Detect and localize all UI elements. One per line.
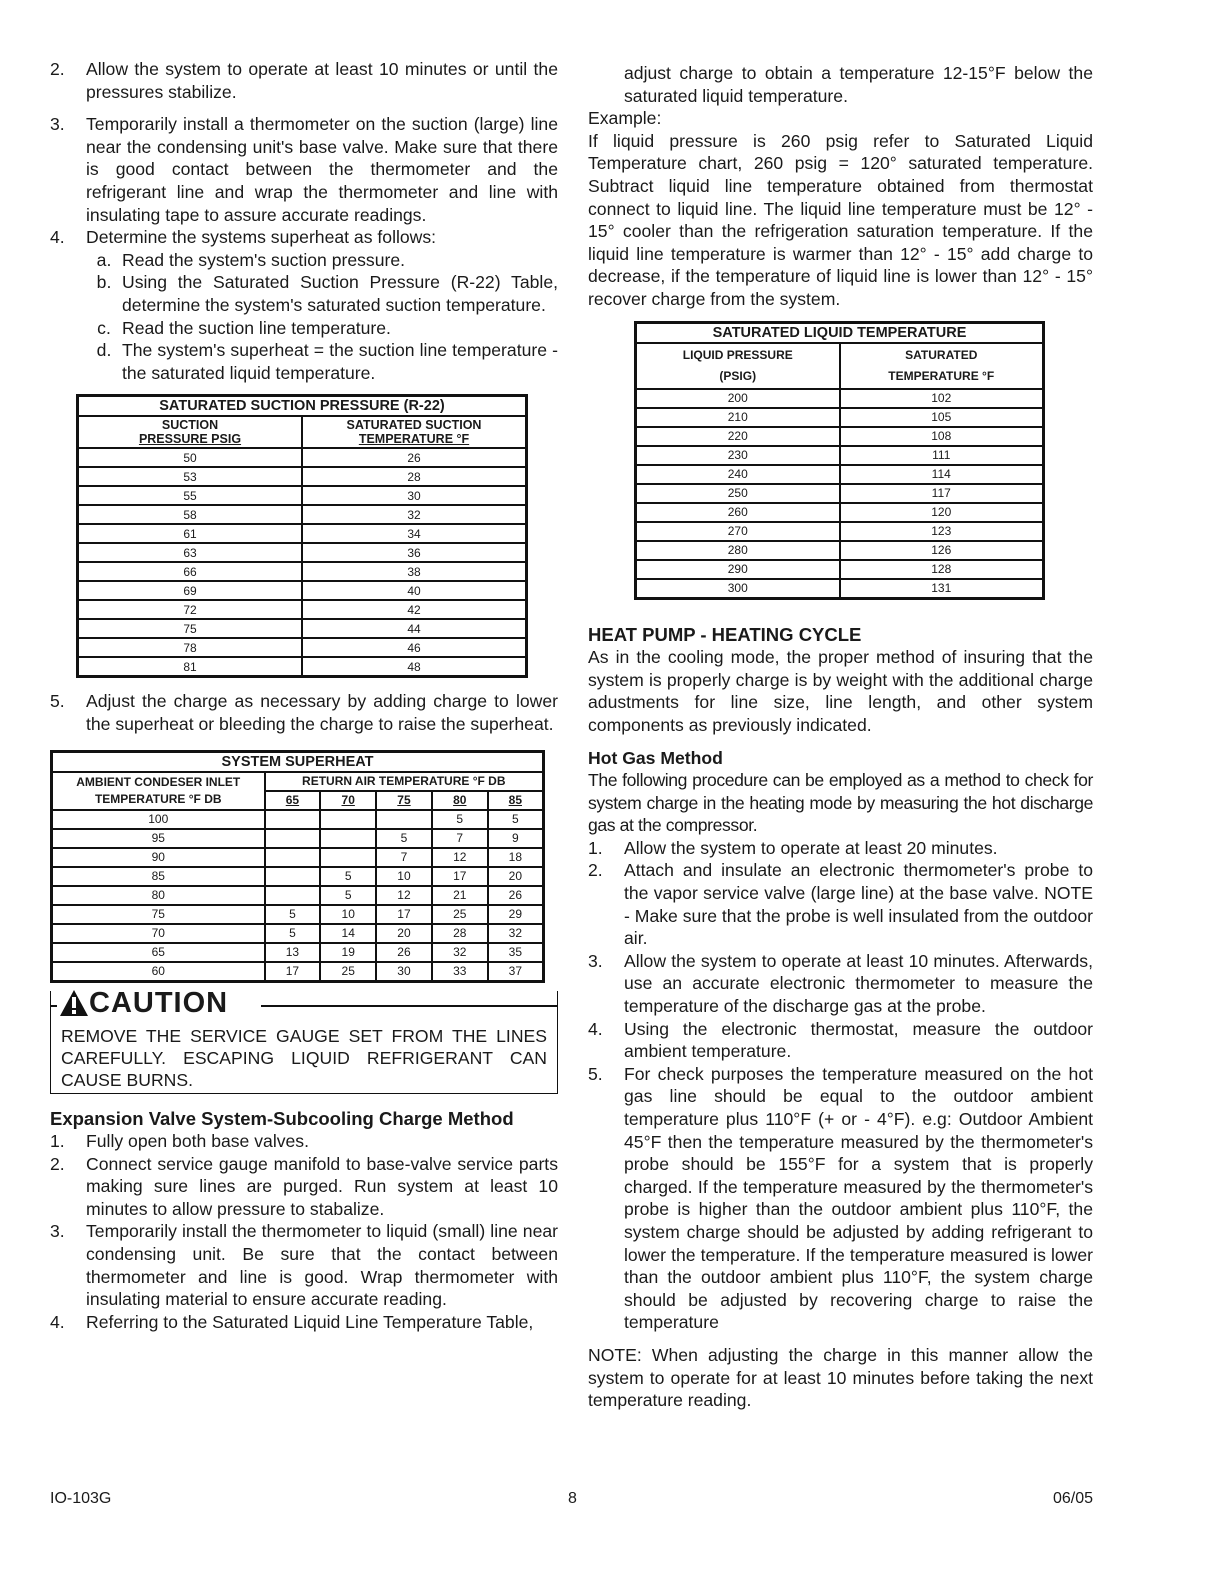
column-header: 75 bbox=[376, 791, 432, 810]
table-cell bbox=[265, 886, 321, 905]
table-cell: 75 bbox=[78, 619, 303, 638]
step-number: 2. bbox=[50, 59, 65, 79]
page-number: 8 bbox=[568, 1490, 577, 1507]
table-row bbox=[78, 524, 527, 543]
table-title: SATURATED LIQUID TEMPERATURE bbox=[636, 322, 1044, 343]
step-number: 4. bbox=[588, 1018, 603, 1039]
table-cell: 66 bbox=[78, 562, 303, 581]
table-cell: 95 bbox=[52, 829, 265, 848]
example-label: Example: bbox=[588, 108, 662, 129]
table-cell: 90 bbox=[52, 848, 265, 867]
table-cell: 105 bbox=[840, 408, 1044, 427]
column-group-header: RETURN AIR TEMPERATURE °F DB bbox=[265, 772, 544, 791]
table-row bbox=[78, 505, 527, 524]
substep-text: The system's superheat = the suction line temperature - the saturated liquid temperature. bbox=[122, 340, 558, 383]
column-header: AMBIENT CONDESER INLET TEMPERATURE °F DB bbox=[52, 772, 265, 810]
table-cell: 25 bbox=[320, 962, 376, 982]
table-cell: 78 bbox=[78, 638, 303, 657]
table-cell: 32 bbox=[432, 943, 488, 962]
table-row bbox=[52, 848, 544, 867]
table-row bbox=[78, 657, 527, 677]
table-cell: 9 bbox=[488, 829, 544, 848]
step-text: For check purposes the temperature measured on the hot gas line should be equal to the outdoor ambient temperature plus 110°F (+ or - 4°F). e.g: Outdoor Ambient 45°F then the temperature measured by the thermometer's probe should be 155°F for a system that is properly charged. If the temperature measured by the thermometer's probe is higher than the outdoor ambient plus 110°F, the system charge should be adjusted by adding refrigerant to lower the temperature. If the temperature measured is lower than the outdoor ambient plus 110°F, the system charge should be adjusted by recovering charge to raise the temperature bbox=[624, 1063, 1093, 1333]
substep-letter: b. bbox=[96, 272, 112, 293]
table-row bbox=[52, 810, 544, 829]
table-row bbox=[52, 829, 544, 848]
expansion-step-3 bbox=[50, 1220, 558, 1310]
step-5 bbox=[50, 690, 558, 735]
table-cell: 7 bbox=[376, 848, 432, 867]
expansion-step-1 bbox=[50, 1130, 558, 1153]
table-cell: 42 bbox=[302, 600, 527, 619]
table-cell: 131 bbox=[840, 579, 1044, 599]
table-cell: 12 bbox=[376, 886, 432, 905]
table-cell: 32 bbox=[302, 505, 527, 524]
table-cell: 5 bbox=[376, 829, 432, 848]
table-cell: 81 bbox=[78, 657, 303, 677]
step-text: Referring to the Saturated Liquid Line Temperature Table, bbox=[86, 1311, 534, 1332]
table-row bbox=[78, 543, 527, 562]
table-cell: 100 bbox=[52, 810, 265, 829]
step-4 bbox=[50, 226, 558, 249]
step-number: 4. bbox=[50, 227, 65, 248]
hot-gas-intro: The following procedure can be employed as a method to check for system charge in the heating mode by measuring the hot discharge gas at the compressor. bbox=[588, 770, 1093, 836]
table-cell: 114 bbox=[840, 465, 1044, 484]
table-cell: 5 bbox=[265, 905, 321, 924]
table-cell: 46 bbox=[302, 638, 527, 657]
table-cell: 26 bbox=[302, 448, 527, 467]
table-cell: 44 bbox=[302, 619, 527, 638]
table-cell: 48 bbox=[302, 657, 527, 677]
table-cell: 13 bbox=[265, 943, 321, 962]
hot-gas-heading: Hot Gas Method bbox=[588, 747, 723, 768]
hot-gas-step-3 bbox=[588, 950, 1093, 1018]
expansion-valve-heading: Expansion Valve System-Subcooling Charge Method bbox=[50, 1107, 514, 1129]
step-number: 3. bbox=[50, 1221, 65, 1242]
table-cell: 21 bbox=[432, 886, 488, 905]
table-row bbox=[78, 448, 527, 467]
column-header: 85 bbox=[488, 791, 544, 810]
column-header: SATURATED TEMPERATURE °F bbox=[840, 343, 1044, 389]
saturated-liquid-temperature-table bbox=[634, 321, 1045, 600]
saturated-suction-pressure-table bbox=[76, 394, 528, 678]
table-row bbox=[78, 486, 527, 505]
substep-letter: d. bbox=[96, 340, 112, 361]
step-text: Using the electronic thermostat, measure the outdoor ambient temperature. bbox=[624, 1018, 1093, 1062]
table-row bbox=[636, 560, 1044, 579]
table-cell: 29 bbox=[488, 905, 544, 924]
table-row bbox=[52, 962, 544, 982]
table-cell: 210 bbox=[636, 408, 840, 427]
hot-gas-step-1 bbox=[588, 837, 1093, 860]
table-cell: 240 bbox=[636, 465, 840, 484]
table-cell: 36 bbox=[302, 543, 527, 562]
table-cell bbox=[376, 810, 432, 829]
table-cell: 102 bbox=[840, 389, 1044, 408]
table-cell: 28 bbox=[302, 467, 527, 486]
table-row bbox=[636, 408, 1044, 427]
column-header: 70 bbox=[320, 791, 376, 810]
table-row bbox=[636, 579, 1044, 599]
table-cell: 34 bbox=[302, 524, 527, 543]
table-cell: 270 bbox=[636, 522, 840, 541]
table-cell: 80 bbox=[52, 886, 265, 905]
table-cell bbox=[320, 810, 376, 829]
expansion-step-4-continued: adjust charge to obtain a temperature 12-15°F below the saturated liquid temperature. bbox=[624, 63, 1093, 106]
table-row bbox=[78, 467, 527, 486]
table-cell bbox=[265, 810, 321, 829]
table-row bbox=[636, 541, 1044, 560]
table-cell bbox=[265, 848, 321, 867]
note-text: NOTE: When adjusting the charge in this manner allow the system to operate for at least 10 minutes before taking the next temperature reading. bbox=[588, 1344, 1093, 1411]
table-cell: 72 bbox=[78, 600, 303, 619]
table-row bbox=[78, 581, 527, 600]
table-cell: 18 bbox=[488, 848, 544, 867]
table-cell: 26 bbox=[376, 943, 432, 962]
system-superheat-table bbox=[50, 750, 545, 983]
revision-date: 06/05 bbox=[1052, 1490, 1093, 1507]
column-header: SUCTION PRESSURE PSIG bbox=[78, 416, 303, 448]
table-cell: 17 bbox=[432, 867, 488, 886]
step-number: 2. bbox=[588, 860, 603, 881]
table-cell: 28 bbox=[432, 924, 488, 943]
column-header: 65 bbox=[265, 791, 321, 810]
step-number: 3. bbox=[588, 950, 603, 971]
column-header: LIQUID PRESSURE (PSIG) bbox=[636, 343, 840, 389]
step-4a bbox=[50, 249, 558, 272]
step-text: Allow the system to operate at least 20 minutes. bbox=[624, 837, 998, 858]
warning-triangle-icon bbox=[59, 989, 89, 1017]
table-cell bbox=[265, 829, 321, 848]
table-cell bbox=[320, 829, 376, 848]
table-cell: 17 bbox=[265, 962, 321, 982]
table-cell: 120 bbox=[840, 503, 1044, 522]
table-cell: 111 bbox=[840, 446, 1044, 465]
step-text: Allow the system to operate at least 10 minutes. Afterwards, use an accurate electronic thermometer to measure the temperature of the discharge gas at the probe. bbox=[624, 950, 1093, 1017]
step-number: 5. bbox=[588, 1063, 603, 1084]
table-row bbox=[636, 389, 1044, 408]
substep-text: Using the Saturated Suction Pressure (R-22) Table, determine the system's saturated suction temperature. bbox=[122, 272, 558, 315]
caution-box bbox=[50, 986, 558, 1094]
table-cell: 123 bbox=[840, 522, 1044, 541]
step-text: Attach and insulate an electronic thermometer's probe to the vapor service valve (large line) at the base valve. NOTE - Make sure that the probe is well insulated from the outdoor air. bbox=[624, 860, 1093, 949]
table-row bbox=[636, 522, 1044, 541]
table-cell: 12 bbox=[432, 848, 488, 867]
right-column bbox=[588, 62, 1093, 1412]
table-row bbox=[52, 905, 544, 924]
heat-pump-heading: HEAT PUMP - HEATING CYCLE bbox=[588, 623, 862, 645]
step-2 bbox=[50, 58, 558, 103]
hot-gas-step-2 bbox=[588, 859, 1093, 949]
table-cell: 220 bbox=[636, 427, 840, 446]
step-text: Adjust the charge as necessary by adding charge to lower the superheat or bleeding the charge to raise the superheat. bbox=[86, 691, 558, 734]
table-cell: 5 bbox=[320, 886, 376, 905]
table-cell: 69 bbox=[78, 581, 303, 600]
table-row bbox=[636, 503, 1044, 522]
caution-text: REMOVE THE SERVICE GAUGE SET FROM THE LINES CAREFULLY. ESCAPING LIQUID REFRIGERANT CAN CAUSE BURNS. bbox=[61, 1025, 547, 1090]
column-header: 80 bbox=[432, 791, 488, 810]
step-text: Fully open both base valves. bbox=[86, 1131, 309, 1152]
table-cell: 63 bbox=[78, 543, 303, 562]
table-cell: 128 bbox=[840, 560, 1044, 579]
substep-letter: a. bbox=[96, 249, 112, 270]
table-cell: 290 bbox=[636, 560, 840, 579]
table-cell: 85 bbox=[52, 867, 265, 886]
table-cell: 30 bbox=[302, 486, 527, 505]
step-4d bbox=[50, 339, 558, 384]
table-cell: 260 bbox=[636, 503, 840, 522]
table-row bbox=[52, 943, 544, 962]
table-cell: 250 bbox=[636, 484, 840, 503]
table-row bbox=[636, 427, 1044, 446]
table-cell: 117 bbox=[840, 484, 1044, 503]
step-text: Temporarily install a thermometer on the suction (large) line near the condensing unit's base valve. Make sure that there is good contact between the thermometer and the refrigerant line and wrap the thermometer and line with insulating tape to assure accurate readings. bbox=[86, 114, 558, 225]
table-cell: 33 bbox=[432, 962, 488, 982]
left-column bbox=[50, 58, 558, 1333]
step-text: Connect service gauge manifold to base-valve service parts making sure lines are purged. Run system at least 10 minutes to allow pressure to stabalize. bbox=[86, 1153, 558, 1219]
table-row bbox=[78, 619, 527, 638]
step-4b bbox=[50, 271, 558, 316]
table-cell bbox=[320, 848, 376, 867]
table-row bbox=[52, 924, 544, 943]
table-row bbox=[636, 465, 1044, 484]
table-cell: 126 bbox=[840, 541, 1044, 560]
hot-gas-step-4 bbox=[588, 1018, 1093, 1063]
table-cell: 20 bbox=[488, 867, 544, 886]
table-cell: 60 bbox=[52, 962, 265, 982]
table-cell: 25 bbox=[432, 905, 488, 924]
table-cell bbox=[265, 867, 321, 886]
table-cell: 7 bbox=[432, 829, 488, 848]
table-cell: 32 bbox=[488, 924, 544, 943]
table-cell: 58 bbox=[78, 505, 303, 524]
table-cell: 200 bbox=[636, 389, 840, 408]
table-cell: 5 bbox=[488, 810, 544, 829]
table-cell: 14 bbox=[320, 924, 376, 943]
table-cell: 55 bbox=[78, 486, 303, 505]
expansion-step-2 bbox=[50, 1153, 558, 1221]
table-cell: 280 bbox=[636, 541, 840, 560]
table-cell: 30 bbox=[376, 962, 432, 982]
table-cell: 5 bbox=[320, 867, 376, 886]
table-cell: 37 bbox=[488, 962, 544, 982]
step-text: Temporarily install the thermometer to liquid (small) line near condensing unit. Be sure that the contact between thermometer and line is good. Wrap thermometer with insulating material to ensure accurate reading. bbox=[86, 1221, 558, 1310]
table-cell: 35 bbox=[488, 943, 544, 962]
table-cell: 10 bbox=[376, 867, 432, 886]
table-cell: 5 bbox=[265, 924, 321, 943]
example-text: If liquid pressure is 260 psig refer to Saturated Liquid Temperature chart, 260 psig = 120° saturated temperature. Subtract liquid line temperature obtained from thermostat connect to liquid line. The liquid line temperature must be 12° - 15° cooler than the refrigeration saturation temperature. If the liquid line temperature is warmer than 12° - 15° add charge to decrease, if the temperature of liquid line is lower than 12° - 15° recover charge from the system. bbox=[588, 130, 1093, 309]
table-title: SATURATED SUCTION PRESSURE (R-22) bbox=[78, 396, 527, 417]
table-cell: 70 bbox=[52, 924, 265, 943]
step-text: Allow the system to operate at least 10 minutes or until the pressures stabilize. bbox=[86, 59, 558, 102]
step-number: 4. bbox=[50, 1311, 65, 1332]
table-title: SYSTEM SUPERHEAT bbox=[52, 751, 544, 772]
column-header: SATURATED SUCTION TEMPERATURE °F bbox=[302, 416, 527, 448]
step-number: 5. bbox=[50, 691, 65, 712]
step-number: 1. bbox=[50, 1131, 65, 1152]
table-cell: 230 bbox=[636, 446, 840, 465]
table-cell: 17 bbox=[376, 905, 432, 924]
table-cell: 65 bbox=[52, 943, 265, 962]
table-row bbox=[636, 446, 1044, 465]
table-cell: 26 bbox=[488, 886, 544, 905]
step-number: 3. bbox=[50, 114, 65, 135]
substep-text: Read the suction line temperature. bbox=[122, 317, 391, 338]
substep-text: Read the system's suction pressure. bbox=[122, 249, 406, 270]
step-number: 1. bbox=[588, 837, 603, 858]
table-row bbox=[52, 886, 544, 905]
table-cell: 61 bbox=[78, 524, 303, 543]
table-row bbox=[78, 562, 527, 581]
hot-gas-step-5 bbox=[588, 1063, 1093, 1334]
table-cell: 50 bbox=[78, 448, 303, 467]
step-number: 2. bbox=[50, 1153, 65, 1174]
table-cell: 108 bbox=[840, 427, 1044, 446]
table-cell: 5 bbox=[432, 810, 488, 829]
table-cell: 40 bbox=[302, 581, 527, 600]
table-row bbox=[636, 484, 1044, 503]
step-3 bbox=[50, 113, 558, 226]
expansion-step-4 bbox=[50, 1311, 558, 1334]
table-cell: 53 bbox=[78, 467, 303, 486]
caution-header bbox=[59, 986, 234, 1019]
table-cell: 10 bbox=[320, 905, 376, 924]
table-row bbox=[78, 600, 527, 619]
step-text: Determine the systems superheat as follows: bbox=[86, 227, 437, 248]
table-row bbox=[78, 638, 527, 657]
caution-label: CAUTION bbox=[89, 986, 229, 1019]
table-row bbox=[52, 867, 544, 886]
table-cell: 19 bbox=[320, 943, 376, 962]
table-cell: 300 bbox=[636, 579, 840, 599]
table-cell: 20 bbox=[376, 924, 432, 943]
substep-letter: c. bbox=[97, 317, 111, 338]
heat-pump-text: As in the cooling mode, the proper method of insuring that the system is properly charge is by weight with the additional charge adustments for line size, line length, and other system components as previously indicated. bbox=[588, 647, 1093, 735]
table-cell: 38 bbox=[302, 562, 527, 581]
document-id: IO-103G bbox=[50, 1490, 112, 1507]
table-cell: 75 bbox=[52, 905, 265, 924]
step-4c bbox=[50, 317, 558, 340]
